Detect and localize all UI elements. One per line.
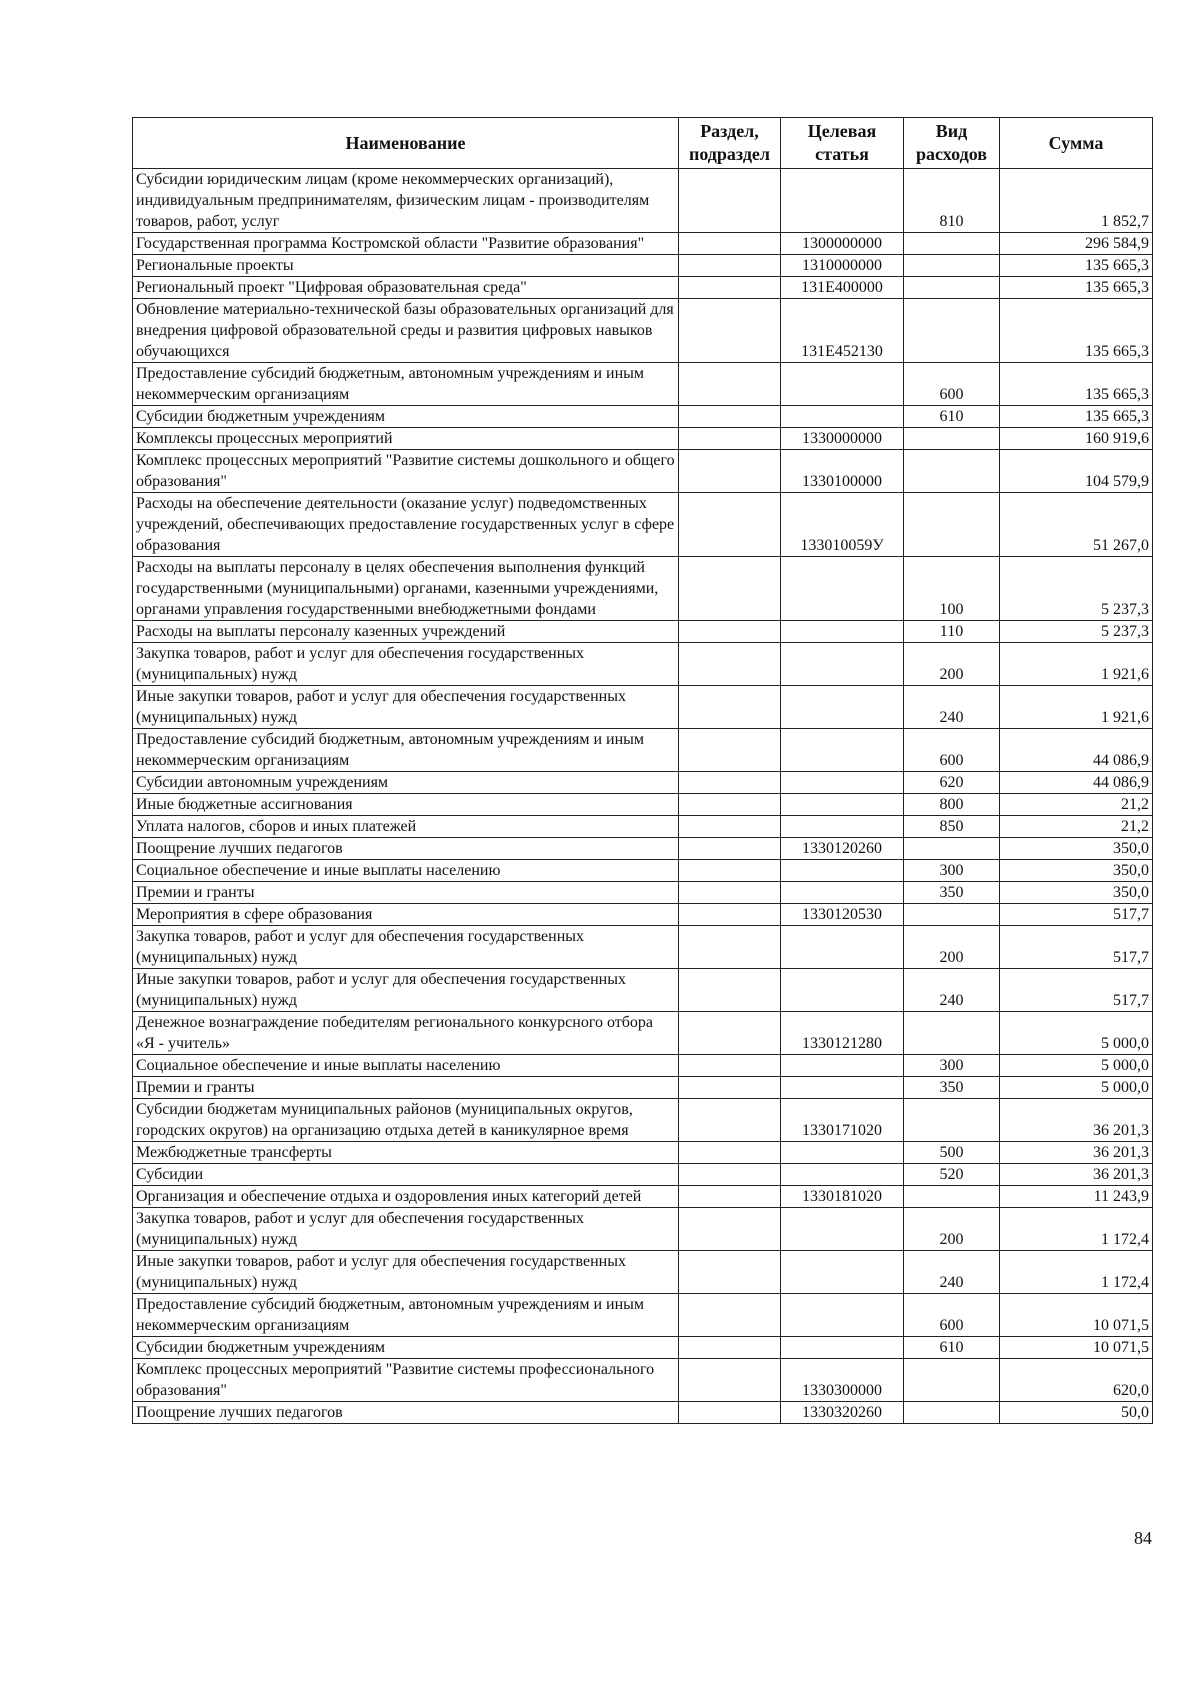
cell-sum: 10 071,5	[1000, 1294, 1153, 1337]
cell-section	[679, 1251, 781, 1294]
cell-sum: 5 000,0	[1000, 1012, 1153, 1055]
cell-section	[679, 926, 781, 969]
cell-name: Субсидии	[133, 1164, 679, 1186]
cell-name: Денежное вознаграждение победителям регионального конкурсного отбора «Я - учитель»	[133, 1012, 679, 1055]
cell-kind: 240	[904, 1251, 1000, 1294]
cell-section	[679, 1186, 781, 1208]
cell-sum: 135 665,3	[1000, 255, 1153, 277]
cell-name: Закупка товаров, работ и услуг для обеспечения государственных (муниципальных) нужд	[133, 643, 679, 686]
cell-kind: 200	[904, 926, 1000, 969]
table-row	[133, 860, 1153, 882]
cell-kind: 600	[904, 363, 1000, 406]
cell-section	[679, 493, 781, 557]
table-row	[133, 1359, 1153, 1402]
cell-name: Иные закупки товаров, работ и услуг для обеспечения государственных (муниципальных) нужд	[133, 686, 679, 729]
cell-kind	[904, 904, 1000, 926]
table-row	[133, 1186, 1153, 1208]
cell-kind: 610	[904, 1337, 1000, 1359]
table-row	[133, 233, 1153, 255]
cell-name: Государственная программа Костромской области "Развитие образования"	[133, 233, 679, 255]
cell-name: Региональный проект "Цифровая образовательная среда"	[133, 277, 679, 299]
cell-target: 1330300000	[781, 1359, 904, 1402]
cell-sum: 104 579,9	[1000, 450, 1153, 493]
cell-sum: 620,0	[1000, 1359, 1153, 1402]
header-name: Наименование	[133, 118, 679, 169]
cell-name: Предоставление субсидий бюджетным, автономным учреждениям и иным некоммерческим организациям	[133, 729, 679, 772]
cell-section	[679, 1337, 781, 1359]
cell-sum: 44 086,9	[1000, 729, 1153, 772]
cell-name: Иные бюджетные ассигнования	[133, 794, 679, 816]
cell-target	[781, 169, 904, 233]
cell-kind: 240	[904, 969, 1000, 1012]
cell-sum: 1 172,4	[1000, 1251, 1153, 1294]
cell-kind	[904, 299, 1000, 363]
cell-target	[781, 1142, 904, 1164]
cell-target	[781, 969, 904, 1012]
cell-name: Закупка товаров, работ и услуг для обеспечения государственных (муниципальных) нужд	[133, 1208, 679, 1251]
header-section: Раздел, подраздел	[679, 118, 781, 169]
table-row	[133, 904, 1153, 926]
cell-sum: 1 172,4	[1000, 1208, 1153, 1251]
cell-name: Расходы на выплаты персоналу в целях обеспечения выполнения функций государственными (муниципальными) органами, казенными учреждениями, органами управления государственными внебюджетными фондами	[133, 557, 679, 621]
table-row	[133, 1099, 1153, 1142]
table-row	[133, 255, 1153, 277]
cell-name: Субсидии бюджетным учреждениям	[133, 406, 679, 428]
table-row	[133, 686, 1153, 729]
cell-section	[679, 1077, 781, 1099]
cell-section	[679, 1142, 781, 1164]
cell-sum: 135 665,3	[1000, 363, 1153, 406]
cell-section	[679, 1164, 781, 1186]
cell-name: Обновление материально-технической базы образовательных организаций для внедрения цифровой образовательной среды и развития цифровых навыков обучающихся	[133, 299, 679, 363]
cell-sum: 36 201,3	[1000, 1099, 1153, 1142]
cell-section	[679, 428, 781, 450]
table-row	[133, 729, 1153, 772]
cell-section	[679, 1099, 781, 1142]
cell-target	[781, 621, 904, 643]
cell-section	[679, 969, 781, 1012]
cell-section	[679, 794, 781, 816]
table-row	[133, 169, 1153, 233]
cell-target: 1330000000	[781, 428, 904, 450]
table-row	[133, 450, 1153, 493]
cell-kind: 300	[904, 1055, 1000, 1077]
cell-kind: 850	[904, 816, 1000, 838]
cell-name: Организация и обеспечение отдыха и оздоровления иных категорий детей	[133, 1186, 679, 1208]
cell-sum: 51 267,0	[1000, 493, 1153, 557]
cell-sum: 1 852,7	[1000, 169, 1153, 233]
cell-kind: 240	[904, 686, 1000, 729]
cell-target	[781, 1164, 904, 1186]
table-row	[133, 406, 1153, 428]
cell-kind: 100	[904, 557, 1000, 621]
cell-kind: 610	[904, 406, 1000, 428]
cell-kind: 810	[904, 169, 1000, 233]
cell-sum: 50,0	[1000, 1402, 1153, 1424]
cell-name: Субсидии автономным учреждениям	[133, 772, 679, 794]
table-row	[133, 816, 1153, 838]
cell-sum: 10 071,5	[1000, 1337, 1153, 1359]
cell-name: Поощрение лучших педагогов	[133, 1402, 679, 1424]
cell-kind: 800	[904, 794, 1000, 816]
cell-target	[781, 643, 904, 686]
table-row	[133, 1077, 1153, 1099]
cell-sum: 517,7	[1000, 904, 1153, 926]
cell-sum: 296 584,9	[1000, 233, 1153, 255]
cell-kind: 200	[904, 643, 1000, 686]
cell-sum: 1 921,6	[1000, 643, 1153, 686]
table-row	[133, 1251, 1153, 1294]
cell-kind	[904, 1402, 1000, 1424]
cell-name: Поощрение лучших педагогов	[133, 838, 679, 860]
cell-kind	[904, 233, 1000, 255]
table-row	[133, 493, 1153, 557]
cell-section	[679, 643, 781, 686]
table-header-row	[133, 118, 1153, 169]
cell-section	[679, 816, 781, 838]
cell-name: Предоставление субсидий бюджетным, автономным учреждениям и иным некоммерческим организациям	[133, 363, 679, 406]
cell-sum: 517,7	[1000, 926, 1153, 969]
cell-sum: 21,2	[1000, 794, 1153, 816]
cell-section	[679, 838, 781, 860]
cell-kind: 620	[904, 772, 1000, 794]
cell-kind: 200	[904, 1208, 1000, 1251]
cell-name: Межбюджетные трансферты	[133, 1142, 679, 1164]
cell-sum: 44 086,9	[1000, 772, 1153, 794]
cell-kind	[904, 1359, 1000, 1402]
cell-kind	[904, 1012, 1000, 1055]
cell-target	[781, 406, 904, 428]
cell-section	[679, 255, 781, 277]
cell-kind	[904, 1186, 1000, 1208]
cell-section	[679, 169, 781, 233]
cell-section	[679, 1402, 781, 1424]
cell-sum: 5 000,0	[1000, 1077, 1153, 1099]
cell-name: Комплексы процессных мероприятий	[133, 428, 679, 450]
cell-name: Расходы на выплаты персоналу казенных учреждений	[133, 621, 679, 643]
cell-kind: 500	[904, 1142, 1000, 1164]
cell-kind: 520	[904, 1164, 1000, 1186]
cell-kind: 350	[904, 1077, 1000, 1099]
cell-sum: 5 237,3	[1000, 557, 1153, 621]
cell-kind: 350	[904, 882, 1000, 904]
header-kind: Вид расходов	[904, 118, 1000, 169]
cell-target: 1330171020	[781, 1099, 904, 1142]
cell-section	[679, 277, 781, 299]
cell-name: Региональные проекты	[133, 255, 679, 277]
cell-sum: 160 919,6	[1000, 428, 1153, 450]
cell-name: Иные закупки товаров, работ и услуг для обеспечения государственных (муниципальных) нужд	[133, 1251, 679, 1294]
cell-section	[679, 299, 781, 363]
cell-target	[781, 882, 904, 904]
cell-sum: 350,0	[1000, 882, 1153, 904]
cell-name: Уплата налогов, сборов и иных платежей	[133, 816, 679, 838]
cell-section	[679, 1359, 781, 1402]
cell-target: 1330121280	[781, 1012, 904, 1055]
table-row	[133, 1402, 1153, 1424]
cell-section	[679, 450, 781, 493]
table-row	[133, 428, 1153, 450]
table-row	[133, 363, 1153, 406]
cell-section	[679, 406, 781, 428]
cell-section	[679, 904, 781, 926]
cell-target: 133010059У	[781, 493, 904, 557]
cell-sum: 5 237,3	[1000, 621, 1153, 643]
table-row	[133, 969, 1153, 1012]
cell-target: 1330120260	[781, 838, 904, 860]
cell-name: Закупка товаров, работ и услуг для обеспечения государственных (муниципальных) нужд	[133, 926, 679, 969]
cell-target	[781, 1337, 904, 1359]
cell-section	[679, 686, 781, 729]
table-row	[133, 643, 1153, 686]
cell-sum: 11 243,9	[1000, 1186, 1153, 1208]
cell-target: 1330320260	[781, 1402, 904, 1424]
cell-target	[781, 860, 904, 882]
cell-target: 131Е452130	[781, 299, 904, 363]
cell-section	[679, 882, 781, 904]
page-number: 84	[1134, 1528, 1152, 1548]
cell-target: 1330181020	[781, 1186, 904, 1208]
cell-sum: 350,0	[1000, 860, 1153, 882]
cell-sum: 36 201,3	[1000, 1164, 1153, 1186]
table-row	[133, 557, 1153, 621]
cell-sum: 135 665,3	[1000, 277, 1153, 299]
cell-sum: 5 000,0	[1000, 1055, 1153, 1077]
cell-name: Комплекс процессных мероприятий "Развитие системы профессионального образования"	[133, 1359, 679, 1402]
cell-name: Социальное обеспечение и иные выплаты населению	[133, 860, 679, 882]
budget-table	[132, 117, 1153, 1424]
cell-sum: 1 921,6	[1000, 686, 1153, 729]
cell-name: Субсидии бюджетным учреждениям	[133, 1337, 679, 1359]
cell-target	[781, 1251, 904, 1294]
header-sum: Сумма	[1000, 118, 1153, 169]
table-row	[133, 1055, 1153, 1077]
cell-name: Социальное обеспечение и иные выплаты населению	[133, 1055, 679, 1077]
cell-target: 1300000000	[781, 233, 904, 255]
table-row	[133, 621, 1153, 643]
cell-kind: 600	[904, 729, 1000, 772]
table-row	[133, 1208, 1153, 1251]
cell-sum: 350,0	[1000, 838, 1153, 860]
cell-target	[781, 794, 904, 816]
cell-section	[679, 1012, 781, 1055]
cell-target	[781, 557, 904, 621]
cell-name: Комплекс процессных мероприятий "Развитие системы дошкольного и общего образования"	[133, 450, 679, 493]
table-row	[133, 1012, 1153, 1055]
cell-name: Предоставление субсидий бюджетным, автономным учреждениям и иным некоммерческим организациям	[133, 1294, 679, 1337]
header-target: Целевая статья	[781, 118, 904, 169]
cell-kind	[904, 428, 1000, 450]
cell-section	[679, 1208, 781, 1251]
cell-target	[781, 772, 904, 794]
cell-kind	[904, 277, 1000, 299]
cell-kind	[904, 493, 1000, 557]
cell-target	[781, 729, 904, 772]
table-row	[133, 794, 1153, 816]
cell-kind	[904, 255, 1000, 277]
cell-name: Субсидии юридическим лицам (кроме некоммерческих организаций), индивидуальным предпринимателям, физическим лицам - производителям товаров, работ, услуг	[133, 169, 679, 233]
cell-name: Расходы на обеспечение деятельности (оказание услуг) подведомственных учреждений, обеспечивающих предоставление государственных услуг в сфере образования	[133, 493, 679, 557]
cell-target: 1330100000	[781, 450, 904, 493]
cell-sum: 517,7	[1000, 969, 1153, 1012]
cell-section	[679, 860, 781, 882]
cell-sum: 36 201,3	[1000, 1142, 1153, 1164]
cell-target	[781, 926, 904, 969]
cell-section	[679, 557, 781, 621]
cell-target	[781, 1294, 904, 1337]
table-row	[133, 1142, 1153, 1164]
cell-kind: 110	[904, 621, 1000, 643]
cell-section	[679, 772, 781, 794]
cell-sum: 135 665,3	[1000, 406, 1153, 428]
cell-target	[781, 686, 904, 729]
cell-name: Премии и гранты	[133, 882, 679, 904]
cell-name: Премии и гранты	[133, 1077, 679, 1099]
cell-target: 131Е400000	[781, 277, 904, 299]
cell-section	[679, 233, 781, 255]
table-row	[133, 1337, 1153, 1359]
cell-target	[781, 816, 904, 838]
cell-sum: 135 665,3	[1000, 299, 1153, 363]
table-row	[133, 838, 1153, 860]
table-row	[133, 926, 1153, 969]
cell-sum: 21,2	[1000, 816, 1153, 838]
cell-section	[679, 363, 781, 406]
cell-name: Субсидии бюджетам муниципальных районов (муниципальных округов, городских округов) на организацию отдыха детей в каникулярное время	[133, 1099, 679, 1142]
table-row	[133, 772, 1153, 794]
cell-section	[679, 729, 781, 772]
cell-name: Мероприятия в сфере образования	[133, 904, 679, 926]
cell-kind: 300	[904, 860, 1000, 882]
table-body	[133, 169, 1153, 1424]
cell-target	[781, 1055, 904, 1077]
cell-kind	[904, 450, 1000, 493]
cell-section	[679, 1055, 781, 1077]
table-row	[133, 299, 1153, 363]
cell-target	[781, 363, 904, 406]
cell-section	[679, 621, 781, 643]
cell-kind: 600	[904, 1294, 1000, 1337]
table-row	[133, 1294, 1153, 1337]
cell-section	[679, 1294, 781, 1337]
cell-kind	[904, 1099, 1000, 1142]
cell-target: 1310000000	[781, 255, 904, 277]
cell-name: Иные закупки товаров, работ и услуг для обеспечения государственных (муниципальных) нужд	[133, 969, 679, 1012]
table-row	[133, 1164, 1153, 1186]
cell-target	[781, 1208, 904, 1251]
table-row	[133, 277, 1153, 299]
cell-kind	[904, 838, 1000, 860]
table-row	[133, 882, 1153, 904]
cell-target: 1330120530	[781, 904, 904, 926]
cell-target	[781, 1077, 904, 1099]
